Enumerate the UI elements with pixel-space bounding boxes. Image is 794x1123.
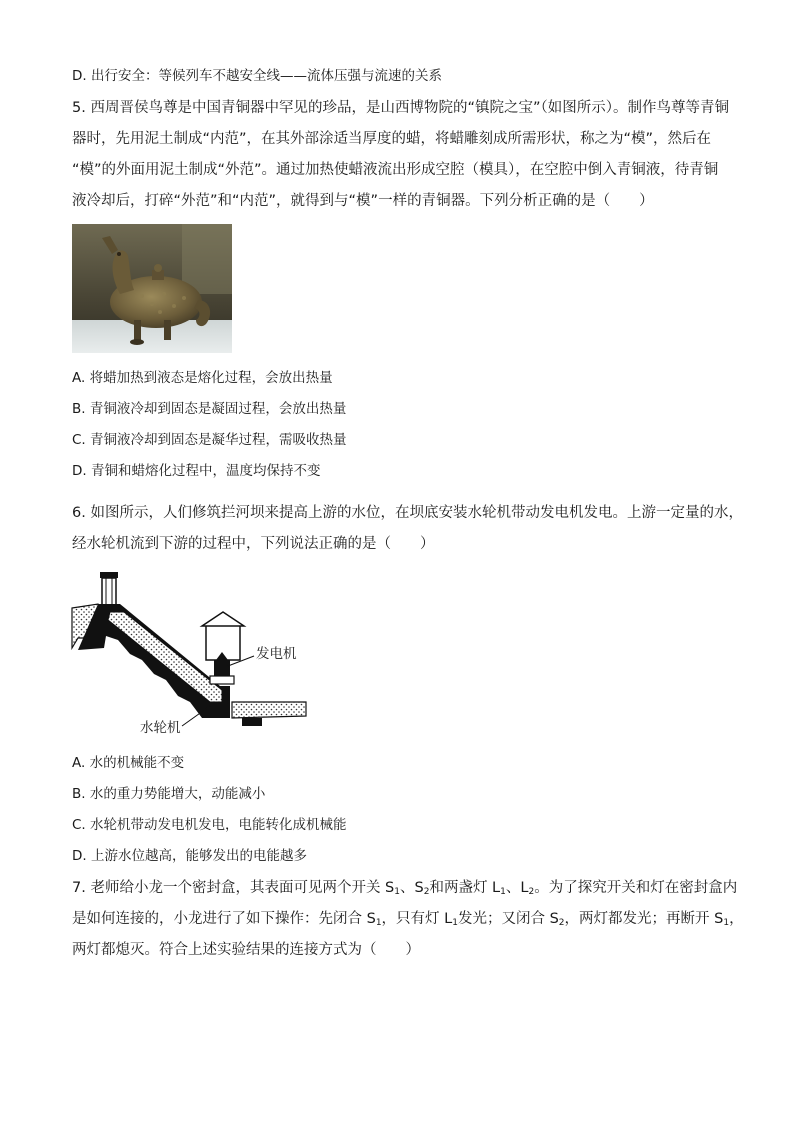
q5-stem-line-3: “模”的外面用泥土制成“外范”。通过加热使蜡液流出形成空腔（模具），在空腔中倒入青铜液，待青铜 (72, 162, 719, 178)
q5-option-b: B. 青铜液冷却到固态是凝固过程，会放出热量 (72, 401, 347, 417)
q4-option-d: D. 出行安全：等候列车不越安全线——流体压强与流速的关系 (72, 68, 442, 84)
q6-option-a: A. 水的机械能不变 (72, 755, 185, 771)
bronze-bird-vessel-photo (72, 224, 232, 353)
q7-stem-line-3: 两灯都熄灭。符合上述实验结果的连接方式为（ ） (72, 942, 420, 958)
q6-stem-line-2: 经水轮机流到下游的过程中，下列说法正确的是（ ） (72, 536, 435, 552)
q6-option-d: D. 上游水位越高，能够发出的电能越多 (72, 848, 307, 864)
q5-option-a: A. 将蜡加热到液态是熔化过程，会放出热量 (72, 370, 333, 386)
q6-stem-line-1: 6. 如图所示，人们修筑拦河坝来提高上游的水位，在坝底安装水轮机带动发电机发电。上游一定量的水， (72, 505, 743, 521)
q7-stem-line-1: 7. 老师给小龙一个密封盒，其表面可见两个开关 $S_1$、$S_2$和两盏灯 $L_1$、$L_2$。为了探究开关和灯在密封盒内 (72, 880, 738, 897)
q7-stem-line-2: 是如何连接的，小龙进行了如下操作：先闭合 $S_1$，只有灯 $L_1$发光；又闭合 $S_2$，两灯都发光；再断开 $S_1$， (72, 911, 744, 928)
dam-diagram (70, 568, 310, 740)
q5-stem-line-4: 液冷却后，打碎“外范”和“内范”，就得到与“模”一样的青铜器。下列分析正确的是（ ） (72, 193, 654, 209)
q5-stem-line-1: 5. 西周晋侯鸟尊是中国青铜器中罕见的珍品，是山西博物院的“镇院之宝”（如图所示）。制作鸟尊等青铜 (72, 100, 729, 116)
q5-option-c: C. 青铜液冷却到固态是凝华过程，需吸收热量 (72, 432, 347, 448)
q6-option-c: C. 水轮机带动发电机发电，电能转化成机械能 (72, 817, 347, 833)
q6-option-b: B. 水的重力势能增大，动能减小 (72, 786, 266, 802)
generator-label: 发电机 (256, 646, 297, 662)
q5-option-d: D. 青铜和蜡熔化过程中，温度均保持不变 (72, 463, 321, 479)
turbine-label: 水轮机 (140, 720, 181, 736)
q5-stem-line-2: 器时，先用泥土制成“内范”，在其外部涂适当厚度的蜡，将蜡雕刻成所需形状，称之为“模”，然后在 (72, 131, 712, 147)
